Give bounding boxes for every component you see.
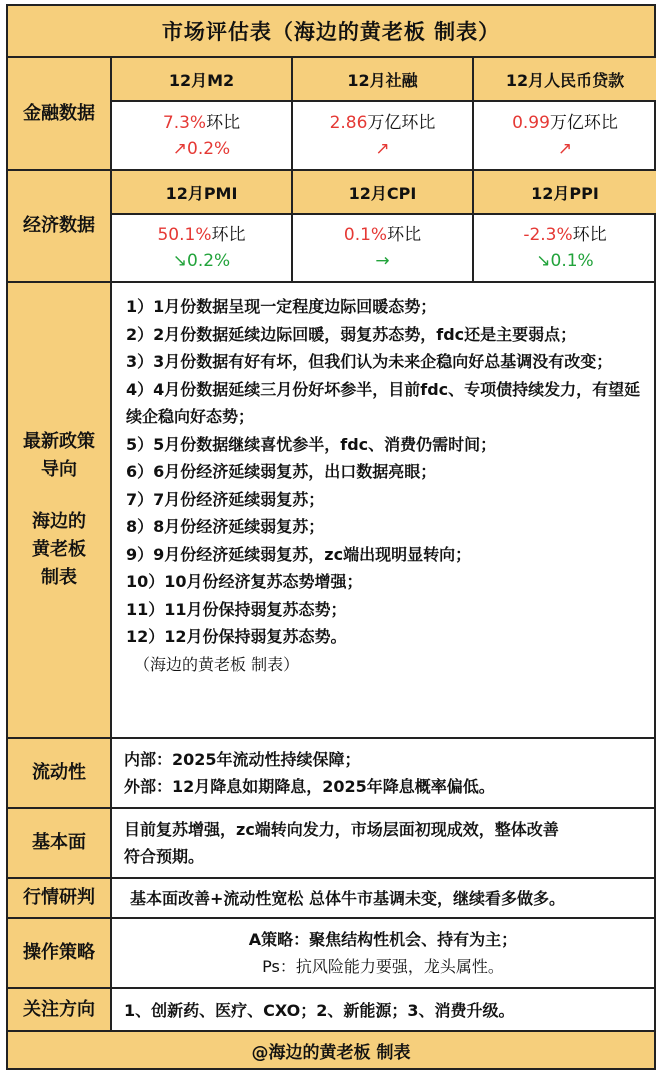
strategy-label: 操作策略 xyxy=(8,919,112,987)
table-title xyxy=(8,6,654,58)
liquidity-internal: 内部：2025年流动性持续保障； xyxy=(124,750,361,769)
market-judgment-label: 行情研判 xyxy=(8,879,112,917)
market-judgment-text: 基本面改善+流动性宽松 总体牛市基调未变，继续看多做多。 xyxy=(130,889,565,908)
list-item: 5）5月份数据继续喜忧参半，fdc、消费仍需时间； xyxy=(126,434,497,454)
fundamentals-row xyxy=(8,809,654,879)
policy-label-title: 最新政策导向 xyxy=(23,431,95,480)
social-financing-column xyxy=(293,58,474,169)
cpi-value: 0.1% xyxy=(343,225,388,245)
m2-suffix: 环比 xyxy=(206,112,241,133)
social-financing-value-cell xyxy=(293,102,472,169)
economic-data-label: 经济数据 xyxy=(8,171,112,281)
fundamentals-text xyxy=(124,816,644,870)
list-item: 3）3月份数据有好有坏，但我们认为未来企稳向好总基调没有改变； xyxy=(126,352,613,371)
social-financing-header: 12月社融 xyxy=(293,58,472,102)
ppi-trend: ↘0.1% xyxy=(536,251,594,271)
fundamentals-line-1: 目前复苏增强，zc端转向发力，市场层面初现成效，整体改善 xyxy=(124,820,559,839)
list-item: 1）1月份数据呈现一定程度边际回暖态势； xyxy=(126,297,437,316)
economic-data-row xyxy=(8,171,654,283)
market-judgment-row xyxy=(8,879,654,919)
social-financing-trend: ↗ xyxy=(375,138,390,159)
list-item: 12）12月份保持弱复苏态势。 xyxy=(126,627,347,646)
strategy-ps: Ps：抗风险能力要强，龙头属性。 xyxy=(262,957,504,976)
m2-trend: ↗0.2% xyxy=(172,138,231,159)
fundamentals-line-2: 符合预期。 xyxy=(124,847,205,866)
focus-text: 1、创新药、医疗、CXO；2、新能源；3、消费升级。 xyxy=(124,1001,515,1020)
strategy-content xyxy=(112,919,654,987)
cpi-value-cell xyxy=(293,215,472,281)
ppi-value-cell xyxy=(474,215,656,281)
ppi-header: 12月PPI xyxy=(474,171,656,215)
policy-label xyxy=(8,283,112,737)
rmb-loans-trend: ↗ xyxy=(557,138,573,159)
ppi-column xyxy=(474,171,656,281)
ppi-suffix: 环比 xyxy=(572,225,607,245)
policy-credit-note: （海边的黄老板 制表） xyxy=(134,654,300,674)
pmi-value: 50.1% xyxy=(157,225,212,245)
cpi-column xyxy=(293,171,474,281)
m2-value-cell xyxy=(112,102,291,169)
list-item: 4）4月份数据延续三月份好坏参半，目前fdc、专项债持续发力，有望延续企稳向好态势； xyxy=(126,379,641,426)
pmi-column xyxy=(112,171,293,281)
table-title-text: 市场评估表（海边的黄老板 制表） xyxy=(161,20,501,44)
rmb-loans-column xyxy=(474,58,656,169)
liquidity-text xyxy=(124,746,644,800)
m2-value: 7.3% xyxy=(162,112,207,133)
social-financing-suffix: 万亿环比 xyxy=(367,112,436,133)
focus-row xyxy=(8,989,654,1032)
rmb-loans-value: 0.99 xyxy=(512,112,550,133)
rmb-loans-suffix: 万亿环比 xyxy=(549,112,618,133)
rmb-loans-value-cell xyxy=(474,102,656,169)
list-item: 2）2月份数据延续边际回暖，弱复苏态势，fdc还是主要弱点； xyxy=(126,324,577,344)
market-judgment-content xyxy=(112,879,654,917)
social-financing-value: 2.86 xyxy=(329,112,368,133)
m2-column xyxy=(112,58,293,169)
rmb-loans-header: 12月人民币贷款 xyxy=(474,58,656,102)
financial-data-row xyxy=(8,58,654,171)
pmi-trend: ↘0.2% xyxy=(172,251,231,271)
policy-label-credit: 海边的黄老板制表 xyxy=(32,511,86,588)
market-assessment-table xyxy=(6,4,656,1070)
pmi-value-cell xyxy=(112,215,291,281)
ppi-value: -2.3% xyxy=(523,225,573,245)
m2-header: 12月M2 xyxy=(112,58,291,102)
focus-label: 关注方向 xyxy=(8,989,112,1030)
policy-list xyxy=(126,293,644,678)
economic-data-content xyxy=(112,171,654,281)
list-item: 10）10月份经济复苏态势增强； xyxy=(126,572,363,591)
pmi-suffix: 环比 xyxy=(211,225,246,245)
footer xyxy=(8,1032,654,1068)
list-item: 8）8月份经济延续弱复苏； xyxy=(126,517,325,536)
footer-credit: @海边的黄老板 制表 xyxy=(251,1042,411,1063)
liquidity-row xyxy=(8,739,654,809)
fundamentals-label: 基本面 xyxy=(8,809,112,877)
liquidity-content xyxy=(112,739,654,807)
list-item: 6）6月份经济延续弱复苏，出口数据亮眼； xyxy=(126,462,437,481)
strategy-row xyxy=(8,919,654,989)
fundamentals-content xyxy=(112,809,654,877)
policy-row xyxy=(8,283,654,739)
list-item: 7）7月份经济延续弱复苏； xyxy=(126,489,325,509)
cpi-header: 12月CPI xyxy=(293,171,472,215)
cpi-trend: → xyxy=(375,251,390,271)
financial-data-content xyxy=(112,58,654,169)
strategy-text xyxy=(112,926,654,980)
strategy-a: A策略：聚焦结构性机会、持有为主； xyxy=(248,930,518,949)
cpi-suffix: 环比 xyxy=(387,225,422,245)
pmi-header: 12月PMI xyxy=(112,171,291,215)
focus-content xyxy=(112,989,654,1030)
liquidity-external: 外部：12月降息如期降息，2025年降息概率偏低。 xyxy=(124,777,495,796)
list-item: 11）11月份保持弱复苏态势； xyxy=(126,599,347,619)
liquidity-label: 流动性 xyxy=(8,739,112,807)
policy-content xyxy=(112,283,654,737)
list-item: 9）9月份经济延续弱复苏，zc端出现明显转向； xyxy=(126,544,472,564)
financial-data-label: 金融数据 xyxy=(8,58,112,169)
